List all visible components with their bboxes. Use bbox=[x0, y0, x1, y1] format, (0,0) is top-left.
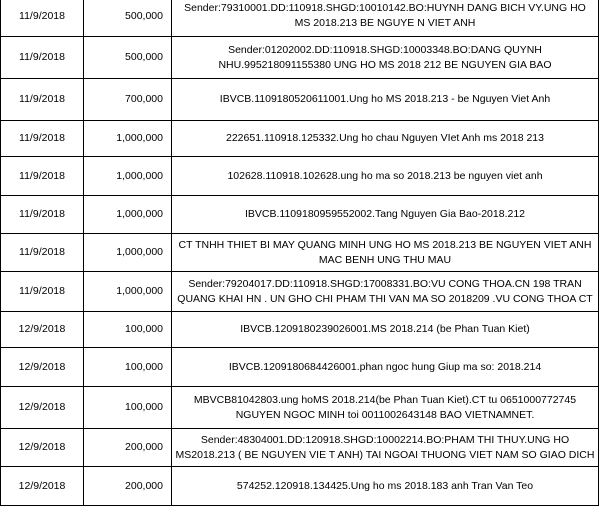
row-description: IBVCB.1209180239026001.MS 2018.214 (be Phan Tuan Kiet) bbox=[172, 312, 599, 348]
row-amount: 1,000,000 bbox=[84, 196, 172, 234]
table-row bbox=[1, 0, 599, 37]
row-date: 11/9/2018 bbox=[1, 79, 84, 121]
row-date: 12/9/2018 bbox=[1, 467, 84, 506]
row-amount: 100,000 bbox=[84, 387, 172, 429]
row-description: CT TNHH THIET BI MAY QUANG MINH UNG HO MS 2018.213 BE NGUYEN VIET ANH MAC BENH UNG THU MAU bbox=[172, 234, 599, 272]
table-row bbox=[1, 348, 599, 387]
row-date: 11/9/2018 bbox=[1, 0, 84, 37]
row-description: 102628.110918.102628.ung ho ma so 2018.213 be nguyen viet anh bbox=[172, 157, 599, 196]
row-description: IBVCB.1209180684426001.phan ngoc hung Giup ma so: 2018.214 bbox=[172, 348, 599, 387]
row-amount: 1,000,000 bbox=[84, 121, 172, 157]
row-date: 11/9/2018 bbox=[1, 196, 84, 234]
row-amount: 1,000,000 bbox=[84, 272, 172, 312]
table-row bbox=[1, 37, 599, 79]
row-date: 11/9/2018 bbox=[1, 234, 84, 272]
row-amount: 100,000 bbox=[84, 312, 172, 348]
row-date: 12/9/2018 bbox=[1, 348, 84, 387]
row-description: IBVCB.1109180520611001.Ung ho MS 2018.213 - be Nguyen Viet Anh bbox=[172, 79, 599, 121]
row-description: Sender:01202002.DD:110918.SHGD:10003348.BO:DANG QUYNH NHU.995218091155380 UNG HO MS 2018 212 BE NGUYEN GIA BAO bbox=[172, 37, 599, 79]
row-amount: 500,000 bbox=[84, 37, 172, 79]
row-description: Sender:79310001.DD:110918.SHGD:10010142.BO:HUYNH DANG BICH VY.UNG HO MS 2018.213 BE NGUYE N VIET ANH bbox=[172, 0, 599, 37]
row-date: 11/9/2018 bbox=[1, 272, 84, 312]
row-description: 574252.120918.134425.Ung ho ms 2018.183 anh Tran Van Teo bbox=[172, 467, 599, 506]
row-date: 11/9/2018 bbox=[1, 37, 84, 79]
row-amount: 1,000,000 bbox=[84, 157, 172, 196]
row-description: Sender:79204017.DD:110918.SHGD:17008331.BO:VU CONG THOA.CN 198 TRAN QUANG KHAI HN . UN GHO CHI PHAM THI VAN MA SO 2018209 .VU CONG THOA CT bbox=[172, 272, 599, 312]
table-row bbox=[1, 387, 599, 429]
row-amount: 200,000 bbox=[84, 467, 172, 506]
row-amount: 700,000 bbox=[84, 79, 172, 121]
row-amount: 200,000 bbox=[84, 429, 172, 467]
table-row bbox=[1, 157, 599, 196]
row-date: 11/9/2018 bbox=[1, 121, 84, 157]
table-row bbox=[1, 79, 599, 121]
row-description: 222651.110918.125332.Ung ho chau Nguyen VIet Anh ms 2018 213 bbox=[172, 121, 599, 157]
row-amount: 500,000 bbox=[84, 0, 172, 37]
table-row bbox=[1, 121, 599, 157]
row-amount: 1,000,000 bbox=[84, 234, 172, 272]
table-row bbox=[1, 234, 599, 272]
row-date: 12/9/2018 bbox=[1, 312, 84, 348]
table-row bbox=[1, 312, 599, 348]
table-row bbox=[1, 429, 599, 467]
row-date: 12/9/2018 bbox=[1, 429, 84, 467]
table-row bbox=[1, 196, 599, 234]
row-date: 11/9/2018 bbox=[1, 157, 84, 196]
table-row bbox=[1, 272, 599, 312]
row-description: Sender:48304001.DD:120918.SHGD:10002214.BO:PHAM THI THUY.UNG HO MS2018.213 ( BE NGUYEN VIE T ANH) TAI NGOAI THUONG VIET NAM SO GIAO DICH bbox=[172, 429, 599, 467]
row-date: 12/9/2018 bbox=[1, 387, 84, 429]
row-description: IBVCB.1109180959552002.Tang Nguyen Gia Bao-2018.212 bbox=[172, 196, 599, 234]
row-amount: 100,000 bbox=[84, 348, 172, 387]
table-row bbox=[1, 467, 599, 506]
row-description: MBVCB81042803.ung hoMS 2018.214(be Phan Tuan Kiet).CT tu 0651000772745 NGUYEN NGOC MINH toi 0011002643148 BAO VIETNAMNET. bbox=[172, 387, 599, 429]
